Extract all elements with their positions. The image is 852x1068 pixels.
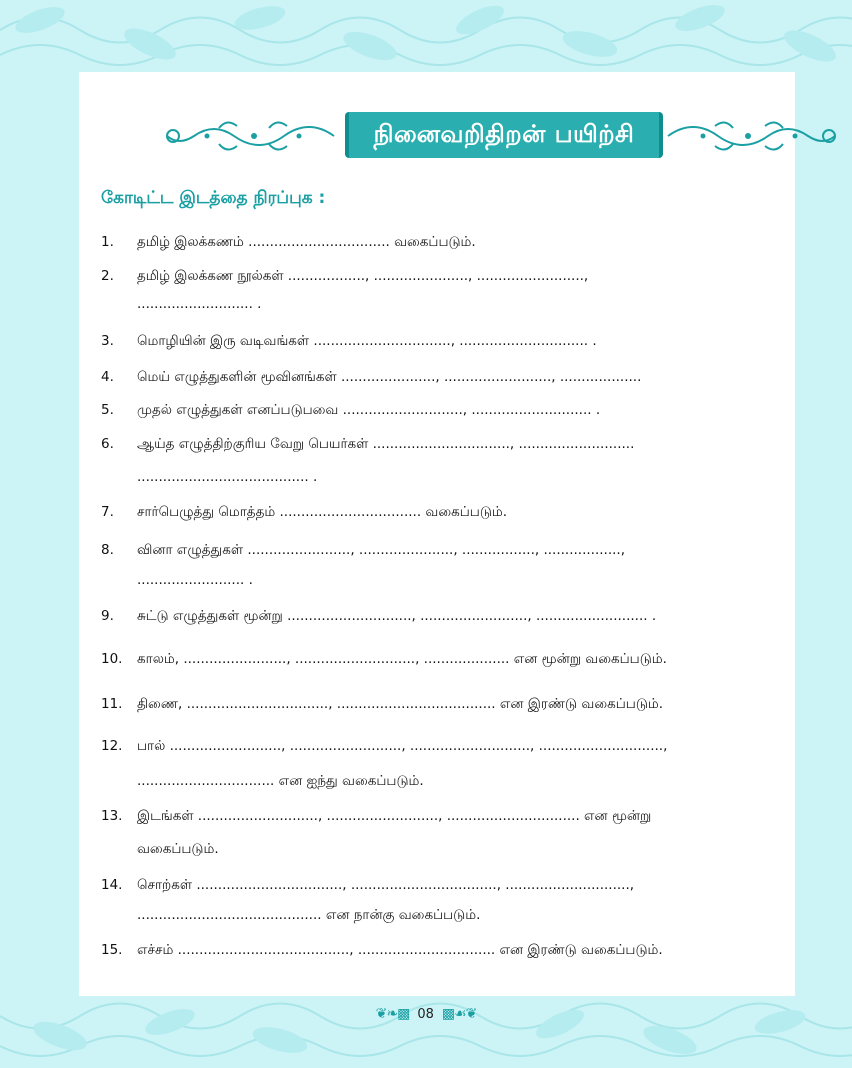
question-line: மெய் எழுத்துகளின் மூவினங்கள் ......................, ........................., ................... bbox=[137, 369, 642, 385]
question-line: தமிழ் இலக்கண நூல்கள் .................., ......................, ........................., bbox=[137, 268, 589, 284]
question-number: 8. bbox=[101, 542, 114, 558]
question-line: ........................................... என நான்கு வகைப்படும். bbox=[137, 907, 481, 923]
section-heading: கோடிட்ட இடத்தை நிரப்புக : bbox=[101, 188, 326, 208]
page-footer bbox=[0, 1003, 852, 1025]
top-decorative-band bbox=[0, 0, 852, 72]
question-line: முதல் எழுத்துகள் எனப்படுபவை ............................, ............................ . bbox=[137, 402, 601, 418]
question-line: காலம், ........................, ............................, .................... என மூன்று வகைப்படும். bbox=[137, 651, 667, 667]
question-line: திணை, ................................., ..................................... என இரண்டு வகைப்படும். bbox=[137, 696, 664, 712]
question-number: 4. bbox=[101, 369, 114, 385]
page-number: 08 bbox=[417, 1006, 434, 1022]
page-title: நினைவறிதிறன் பயிற்சி bbox=[373, 119, 635, 148]
leaf-pattern-top bbox=[0, 0, 852, 72]
question-line: எச்சம் ........................................, ................................ என இரண்டு வகைப்படும். bbox=[137, 942, 663, 958]
question-line: சார்பெழுத்து மொத்தம் ................................. வகைப்படும். bbox=[137, 504, 508, 520]
question-line: வினா எழுத்துகள் ........................, ......................, ................., .................., bbox=[137, 542, 625, 558]
question-number: 6. bbox=[101, 436, 114, 452]
question-number: 14. bbox=[101, 877, 123, 893]
question-line: ........................... . bbox=[137, 296, 262, 312]
question-number: 5. bbox=[101, 402, 114, 418]
question-line: ........................................ . bbox=[137, 469, 318, 485]
question-number: 1. bbox=[101, 234, 114, 250]
footer-ornament-left-icon: ❦❧▩ bbox=[375, 1006, 410, 1022]
question-line: சுட்டு எழுத்துகள் மூன்று ............................., ........................., .......................... . bbox=[137, 608, 657, 624]
question-line: ஆய்த எழுத்திற்குரிய வேறு பெயர்கள் ................................, ........................... bbox=[137, 436, 635, 452]
question-line: ................................ என ஐந்து வகைப்படும். bbox=[137, 773, 424, 789]
question-number: 12. bbox=[101, 738, 123, 754]
question-line: பால் .........................., .........................., ............................, ............................., bbox=[137, 738, 668, 754]
question-number: 2. bbox=[101, 268, 114, 284]
question-number: 10. bbox=[101, 651, 123, 667]
footer-ornament-right-icon: ▩☙❦ bbox=[441, 1006, 477, 1022]
question-line: வகைப்படும். bbox=[137, 841, 219, 857]
question-number: 15. bbox=[101, 942, 123, 958]
question-line: சொற்கள் .................................., .................................., ............................., bbox=[137, 877, 635, 893]
title-banner bbox=[159, 112, 699, 158]
worksheet-page bbox=[79, 72, 795, 996]
question-number: 13. bbox=[101, 808, 123, 824]
right-flourish-ornament bbox=[663, 116, 843, 156]
question-number: 9. bbox=[101, 608, 114, 624]
question-number: 7. bbox=[101, 504, 114, 520]
left-flourish-ornament bbox=[159, 116, 339, 156]
question-line: ......................... . bbox=[137, 572, 253, 588]
question-line: மொழியின் இரு வடிவங்கள் ................................, .............................. . bbox=[137, 333, 597, 349]
question-line: தமிழ் இலக்கணம் ................................. வகைப்படும். bbox=[137, 234, 476, 250]
question-number: 11. bbox=[101, 696, 123, 712]
question-number: 3. bbox=[101, 333, 114, 349]
question-line: இடங்கள் ............................, .........................., ............................... என மூன்று bbox=[137, 808, 652, 824]
title-box bbox=[345, 112, 663, 158]
